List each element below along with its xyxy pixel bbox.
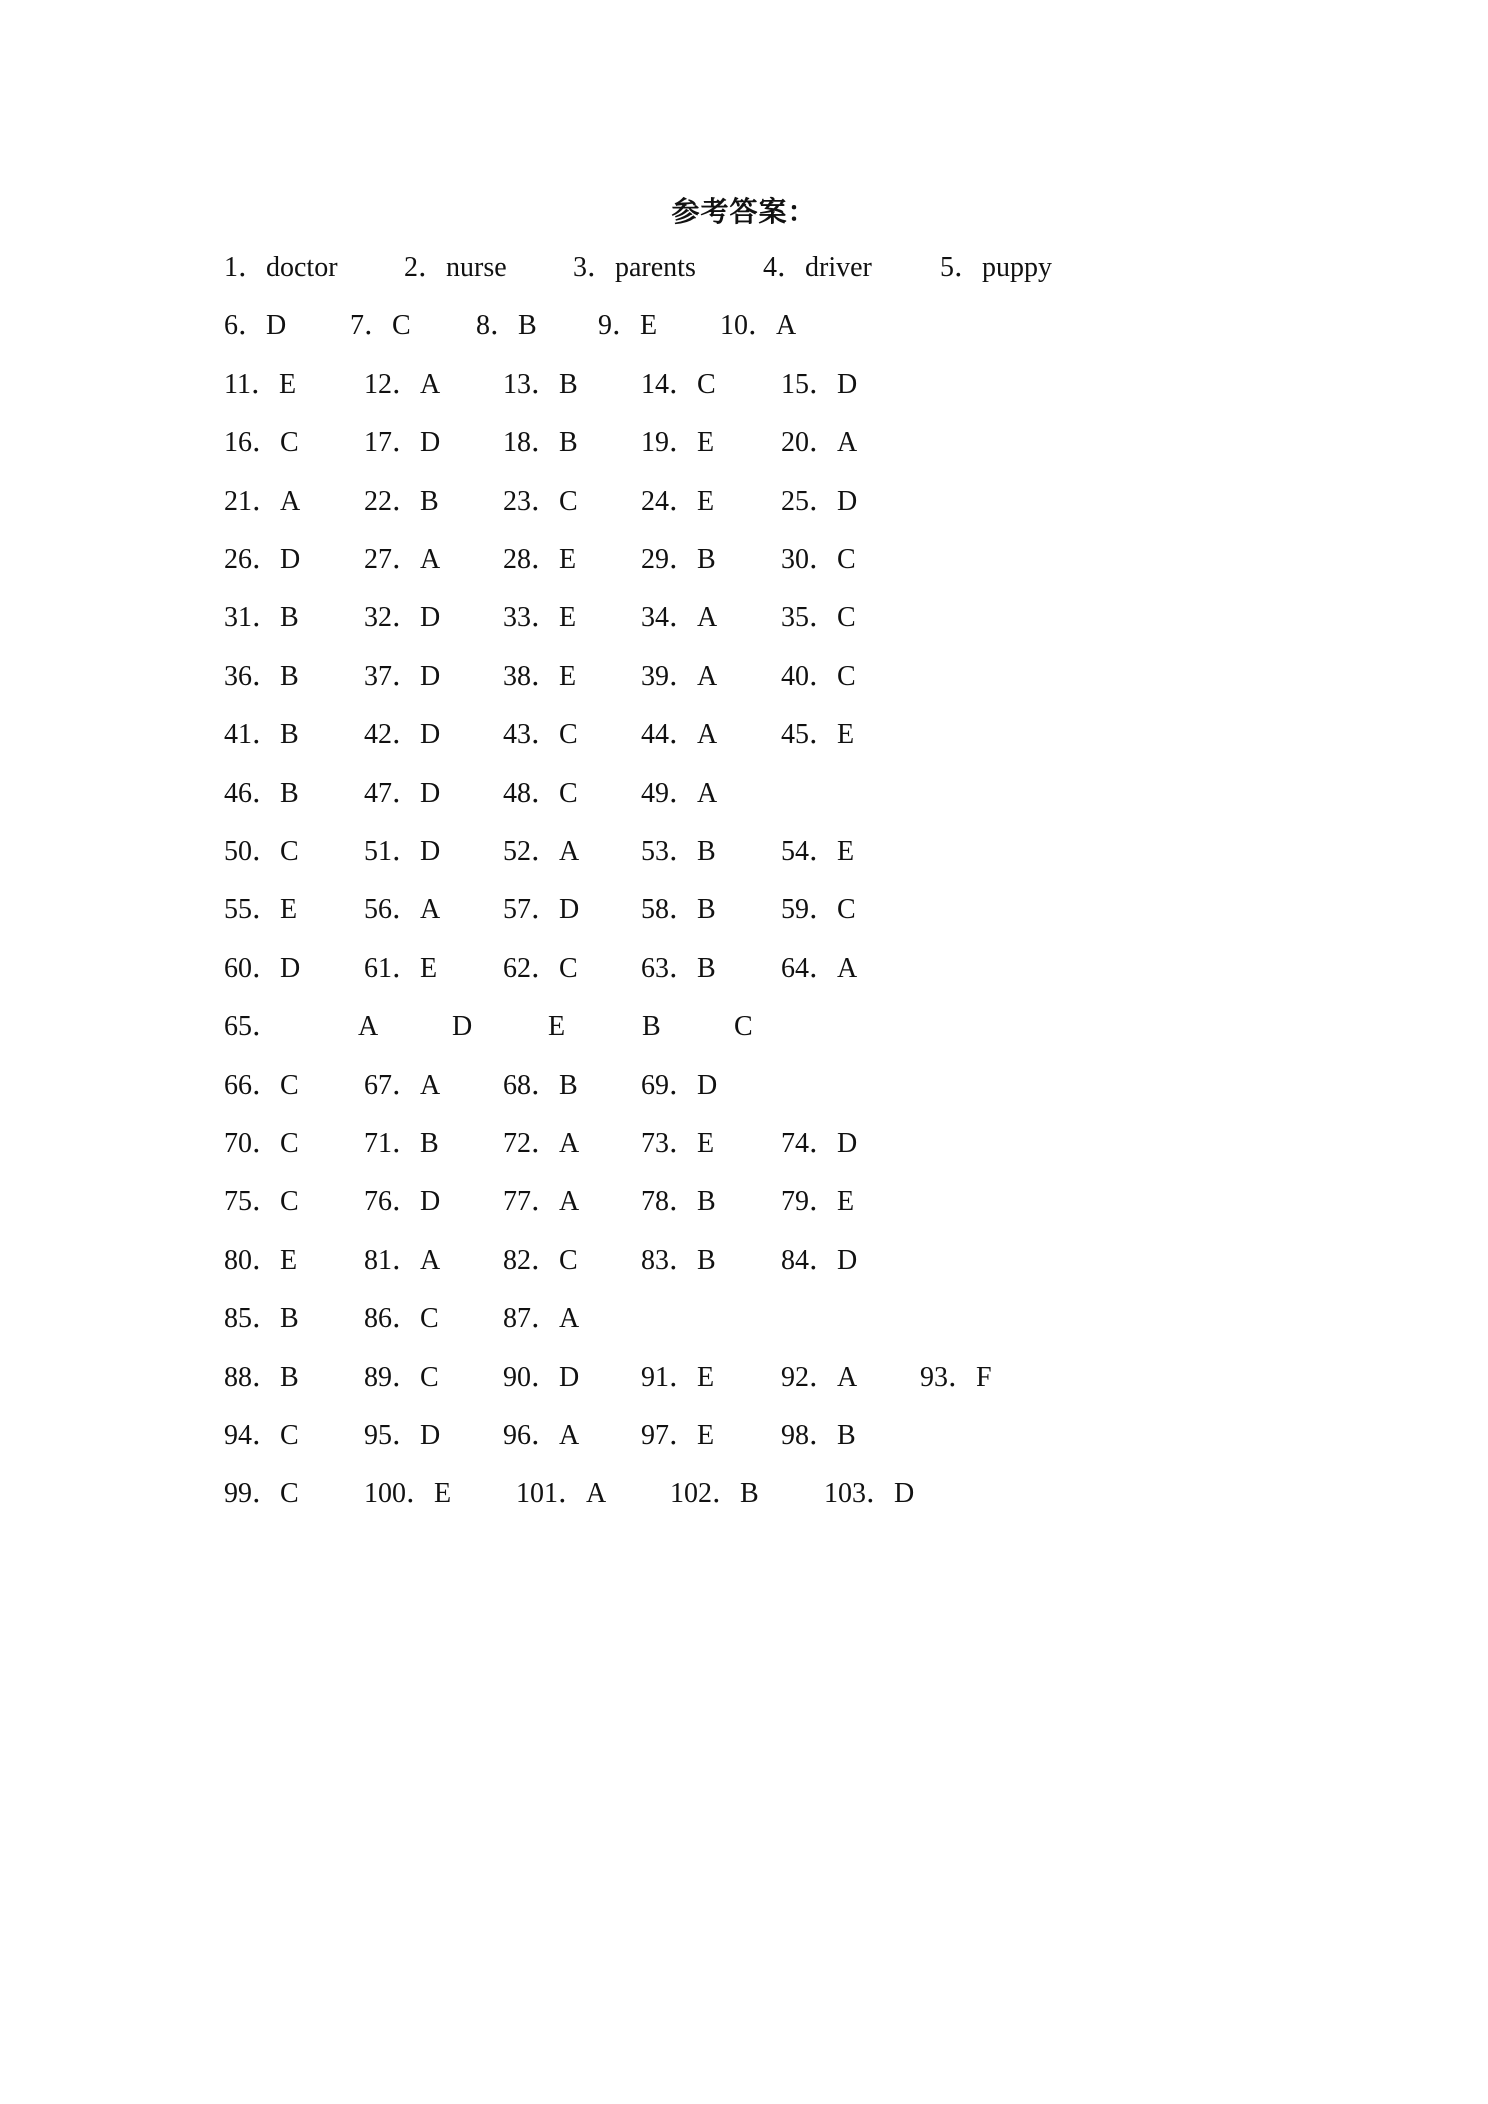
answer-item: 62．C bbox=[503, 952, 578, 984]
answer-item: 73．E bbox=[641, 1128, 715, 1159]
answer-item: 87．A bbox=[503, 1303, 580, 1335]
answer-item: 101．A bbox=[516, 1478, 607, 1510]
answer-item: 1．doctor bbox=[224, 252, 338, 283]
answer-item: 7．C bbox=[350, 310, 411, 342]
answer-item: 58．B bbox=[641, 894, 716, 926]
answer-row bbox=[0, 482, 1488, 522]
answer-item: 53．B bbox=[641, 836, 716, 867]
answer-item: 69．D bbox=[641, 1069, 718, 1101]
answer-row bbox=[0, 1182, 1488, 1222]
answer-item: 97．E bbox=[641, 1420, 715, 1451]
answer-item: 24．E bbox=[641, 485, 715, 517]
answer-item: 74．D bbox=[781, 1128, 858, 1159]
answer-item: 64．A bbox=[781, 952, 858, 984]
answer-item: 20．A bbox=[781, 427, 858, 459]
answer-row bbox=[0, 1007, 1488, 1047]
answer-item: 29．B bbox=[641, 544, 716, 575]
answer-item: 30．C bbox=[781, 544, 856, 575]
answer-item: 47．D bbox=[364, 777, 441, 809]
answer-item: 15．D bbox=[781, 368, 858, 400]
answer-row bbox=[0, 306, 1488, 346]
answer-item: 60．D bbox=[224, 952, 301, 984]
answer-item: C bbox=[734, 1011, 753, 1043]
answer-item: 91．E bbox=[641, 1361, 715, 1393]
answer-item: 68．B bbox=[503, 1069, 578, 1101]
answer-row bbox=[0, 248, 1488, 288]
answer-item: 48．C bbox=[503, 777, 578, 809]
answer-row bbox=[0, 1474, 1488, 1514]
answer-item: 34．A bbox=[641, 602, 718, 634]
answer-item: 31．B bbox=[224, 602, 299, 634]
answer-item: 75．C bbox=[224, 1186, 299, 1218]
answer-item: 33．E bbox=[503, 602, 577, 634]
answer-item: 70．C bbox=[224, 1128, 299, 1159]
answer-item: 78．B bbox=[641, 1186, 716, 1218]
answer-row bbox=[0, 540, 1488, 580]
answer-item: 32．D bbox=[364, 602, 441, 634]
answer-item: 81．A bbox=[364, 1244, 441, 1276]
answer-item: 8．B bbox=[476, 310, 537, 342]
answer-item: 77．A bbox=[503, 1186, 580, 1218]
answer-item: B bbox=[642, 1011, 661, 1043]
answer-row bbox=[0, 774, 1488, 814]
answer-item: 51．D bbox=[364, 836, 441, 867]
answer-item: 72．A bbox=[503, 1128, 580, 1159]
answer-item: 57．D bbox=[503, 894, 580, 926]
answer-item: 65． bbox=[224, 1011, 281, 1043]
answer-item: 67．A bbox=[364, 1069, 441, 1101]
answer-item: 42．D bbox=[364, 719, 441, 751]
answer-item: 82．C bbox=[503, 1244, 578, 1276]
answer-row bbox=[0, 890, 1488, 930]
answer-item: 23．C bbox=[503, 485, 578, 517]
answer-item: 66．C bbox=[224, 1069, 299, 1101]
answer-item: 37．D bbox=[364, 660, 441, 692]
answer-item: 22．B bbox=[364, 485, 439, 517]
answer-item: 49．A bbox=[641, 777, 718, 809]
answer-item: 27．A bbox=[364, 544, 441, 575]
answer-item: 89．C bbox=[364, 1361, 439, 1393]
answer-row bbox=[0, 423, 1488, 463]
answer-item: 76．D bbox=[364, 1186, 441, 1218]
page-title: 参考答案： bbox=[671, 195, 817, 228]
answer-item: 103．D bbox=[824, 1478, 915, 1510]
answer-item: E bbox=[548, 1011, 566, 1043]
answer-item: 40．C bbox=[781, 660, 856, 692]
answer-item: 56．A bbox=[364, 894, 441, 926]
answer-row bbox=[0, 1241, 1488, 1281]
answer-item: 59．C bbox=[781, 894, 856, 926]
answer-item: 28．E bbox=[503, 544, 577, 575]
answer-item: 102．B bbox=[670, 1478, 759, 1510]
answer-item: 18．B bbox=[503, 427, 578, 459]
answer-item: 38．E bbox=[503, 660, 577, 692]
answer-item: 44．A bbox=[641, 719, 718, 751]
answer-item: 11．E bbox=[224, 368, 297, 400]
answer-item: 80．E bbox=[224, 1244, 298, 1276]
answer-item: 3．parents bbox=[573, 252, 696, 283]
answer-row bbox=[0, 1416, 1488, 1456]
answer-item: 9．E bbox=[598, 310, 658, 342]
answer-item: 35．C bbox=[781, 602, 856, 634]
answer-item: 52．A bbox=[503, 836, 580, 867]
answer-item: D bbox=[452, 1011, 473, 1043]
answer-item: 43．C bbox=[503, 719, 578, 751]
answer-item: 17．D bbox=[364, 427, 441, 459]
answer-item: 93．F bbox=[920, 1361, 992, 1393]
answer-item: 5．puppy bbox=[940, 252, 1053, 283]
answer-item: 14．C bbox=[641, 368, 716, 400]
answer-item: 46．B bbox=[224, 777, 299, 809]
answer-item: 4．driver bbox=[763, 252, 872, 283]
answer-item: 25．D bbox=[781, 485, 858, 517]
answer-item: 95．D bbox=[364, 1420, 441, 1451]
answer-item: 84．D bbox=[781, 1244, 858, 1276]
answer-item: 99．C bbox=[224, 1478, 299, 1510]
answer-item: 96．A bbox=[503, 1420, 580, 1451]
answer-item: 41．B bbox=[224, 719, 299, 751]
answer-row bbox=[0, 657, 1488, 697]
answer-row bbox=[0, 598, 1488, 638]
answer-item: 63．B bbox=[641, 952, 716, 984]
answer-item: 39．A bbox=[641, 660, 718, 692]
answer-item: 88．B bbox=[224, 1361, 299, 1393]
answer-item: 61．E bbox=[364, 952, 438, 984]
answer-item: 2．nurse bbox=[404, 252, 507, 283]
answer-item: 85．B bbox=[224, 1303, 299, 1335]
answer-row bbox=[0, 715, 1488, 755]
answer-row bbox=[0, 365, 1488, 405]
answer-item: 36．B bbox=[224, 660, 299, 692]
answer-item: 100．E bbox=[364, 1478, 452, 1510]
answer-item: 98．B bbox=[781, 1420, 856, 1451]
answer-item: 45．E bbox=[781, 719, 855, 751]
answer-item: 16．C bbox=[224, 427, 299, 459]
answer-item: 83．B bbox=[641, 1244, 716, 1276]
answer-row bbox=[0, 1124, 1488, 1164]
answer-item: 26．D bbox=[224, 544, 301, 575]
answer-item: 55．E bbox=[224, 894, 298, 926]
answer-row bbox=[0, 832, 1488, 872]
answer-item: 79．E bbox=[781, 1186, 855, 1218]
answer-item: 6．D bbox=[224, 310, 287, 342]
answer-item: 71．B bbox=[364, 1128, 439, 1159]
answer-item: 86．C bbox=[364, 1303, 439, 1335]
answer-item: 54．E bbox=[781, 836, 855, 867]
answer-item: A bbox=[358, 1011, 379, 1043]
answer-item: 94．C bbox=[224, 1420, 299, 1451]
answer-item: 10．A bbox=[720, 310, 797, 342]
answer-item: 19．E bbox=[641, 427, 715, 459]
answer-row bbox=[0, 1358, 1488, 1398]
answer-item: 50．C bbox=[224, 836, 299, 867]
answer-item: 90．D bbox=[503, 1361, 580, 1393]
answer-item: 92．A bbox=[781, 1361, 858, 1393]
answer-item: 13．B bbox=[503, 368, 578, 400]
answer-item: 12．A bbox=[364, 368, 441, 400]
answer-row bbox=[0, 1066, 1488, 1106]
answer-row bbox=[0, 949, 1488, 989]
answer-item: 21．A bbox=[224, 485, 301, 517]
answer-row bbox=[0, 1299, 1488, 1339]
